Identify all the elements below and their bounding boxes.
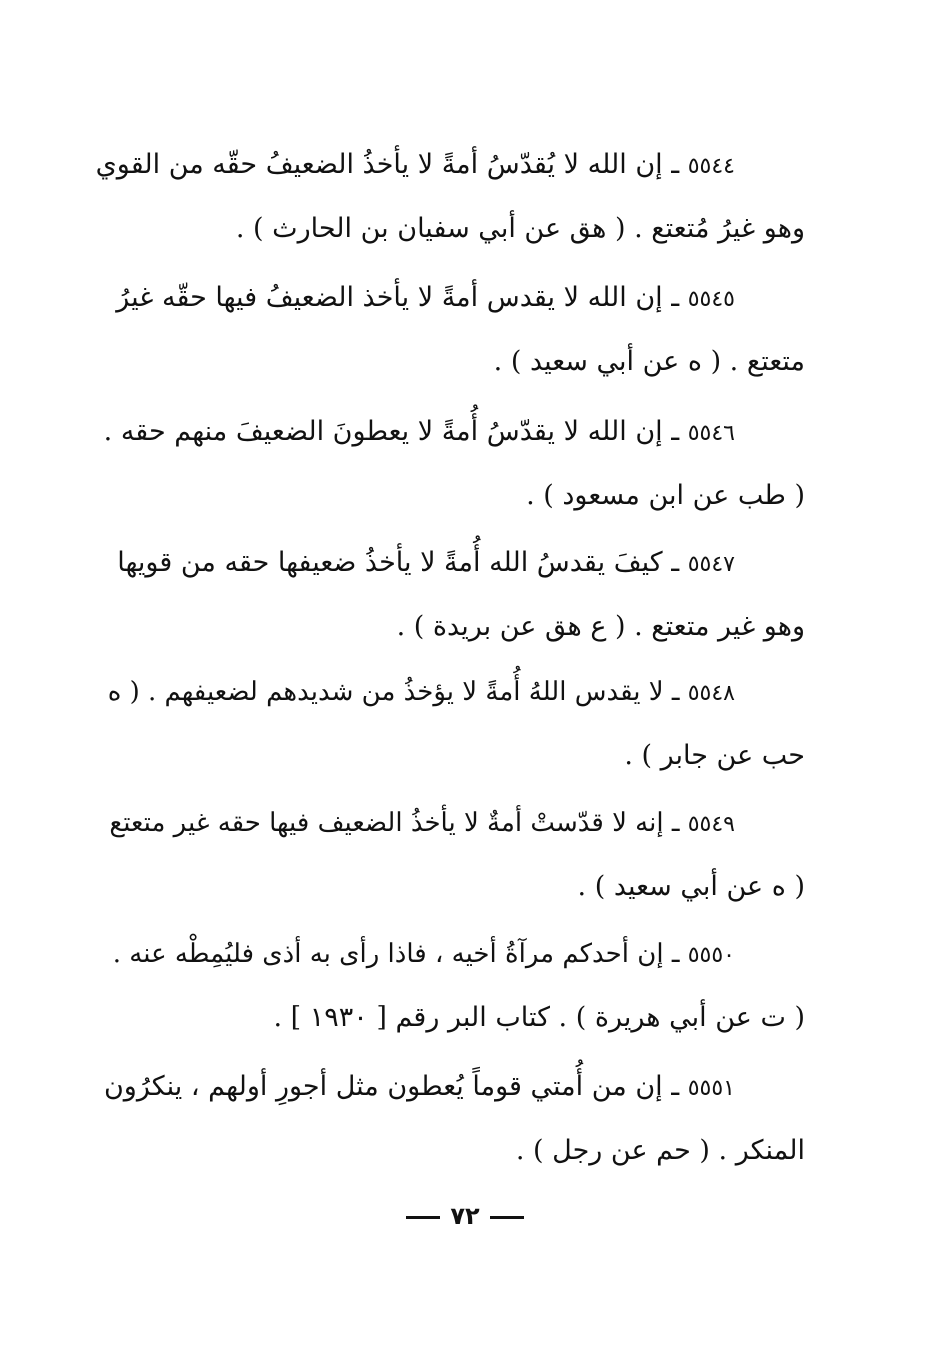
hadith-number: ٥٥٤٤ [687, 154, 735, 179]
hadith-first-line: ٥٥٤٦ ـ إن الله لا يقدّسُ أُمةً لا يعطونَ الضعيفَ منهم حقه . [103, 416, 735, 447]
hadith-first-line: ٥٥٤٩ ـ إنه لا قدّستْ أمةٌ لا يأخذُ الضعيف فيها حقه غير متعتع [109, 808, 735, 838]
hadith-text: إنه لا قدّستْ أمةٌ لا يأخذُ الضعيف فيها حقه غير متعتع [109, 808, 664, 838]
hadith-second-line: ( ت عن أبي هريرة ) . كتاب البر رقم [ ١٩٣٠ ] . [273, 1002, 805, 1033]
hadith-second-line: حب عن جابر ) . [624, 740, 805, 771]
hadith-number: ٥٥٤٧ [687, 552, 735, 577]
hadith-text: إن من أُمتي قوماً يُعطون مثل أجورِ أولهم ، ينكرُون [103, 1071, 663, 1102]
hadith-first-line: ٥٥٥١ ـ إن من أُمتي قوماً يُعطون مثل أجورِ أولهم ، ينكرُون [103, 1071, 735, 1102]
hadith-entry [95, 266, 805, 394]
hadith-second-line: المنكر . ( حم عن رجل ) . [515, 1135, 805, 1166]
hadith-number: ٥٥٤٦ [687, 421, 735, 446]
hadith-first-line: ٥٥٤٨ ـ لا يقدس اللهُ أُمةً لا يؤخذُ من شديدهم لضعيفهم . ( ه [107, 677, 735, 707]
hadith-number: ٥٥٥١ [687, 1076, 735, 1101]
hadith-entry [95, 1055, 805, 1183]
page-number-value: ٧٢ [450, 1202, 480, 1230]
page-number-dash [490, 1216, 524, 1219]
hadith-first-line: ٥٥٤٥ ـ إن الله لا يقدس أمةً لا يأخذ الضعيفُ فيها حقّه غيرُ [116, 282, 735, 313]
hadith-entry [95, 791, 805, 919]
hadith-first-line: ٥٥٤٧ ـ كيفَ يقدسُ الله أُمةً لا يأخذُ ضعيفها حقه من قويها [117, 547, 735, 578]
hadith-text: إن الله لا يقدس أمةً لا يأخذ الضعيفُ فيها حقّه غيرُ [116, 282, 663, 313]
hadith-second-line: وهو غيرُ مُتعتع . ( هق عن أبي سفيان بن الحارث ) . [235, 213, 805, 244]
hadith-second-line: ( طب عن ابن مسعود ) . [526, 480, 805, 511]
hadith-second-line: متعتع . ( ه عن أبي سعيد ) . [493, 346, 805, 377]
page-number [395, 1196, 535, 1236]
hadith-text: إن أحدكم مرآةُ أخيه ، فاذا رأى به أذى فليُمِطْه عنه . [112, 939, 664, 969]
page-number-dash [406, 1216, 440, 1219]
hadith-second-line: وهو غير متعتع . ( ع هق عن بريدة ) . [396, 611, 805, 642]
hadith-first-line: ٥٥٤٤ ـ إن الله لا يُقدّسُ أمةً لا يأخذُ الضعيفُ حقّه من القوي [95, 149, 735, 180]
hadith-text: لا يقدس اللهُ أُمةً لا يؤخذُ من شديدهم لضعيفهم . ( ه [107, 677, 664, 707]
hadith-entry [95, 660, 805, 788]
hadith-number: ٥٥٥٠ [687, 943, 735, 968]
hadith-number: ٥٥٤٩ [687, 812, 735, 837]
hadith-text: كيفَ يقدسُ الله أُمةً لا يأخذُ ضعيفها حقه من قويها [117, 547, 663, 578]
hadith-entry [95, 400, 805, 528]
hadith-first-line: ٥٥٥٠ ـ إن أحدكم مرآةُ أخيه ، فاذا رأى به أذى فليُمِطْه عنه . [112, 939, 735, 969]
hadith-entry [95, 133, 805, 261]
hadith-second-line: ( ه عن أبي سعيد ) . [577, 871, 805, 902]
hadith-text: إن الله لا يقدّسُ أُمةً لا يعطونَ الضعيفَ منهم حقه . [103, 416, 663, 447]
hadith-number: ٥٥٤٨ [687, 681, 735, 706]
hadith-entry [95, 922, 805, 1050]
hadith-text: إن الله لا يُقدّسُ أمةً لا يأخذُ الضعيفُ حقّه من القوي [95, 149, 663, 180]
hadith-number: ٥٥٤٥ [687, 287, 735, 312]
hadith-entry [95, 531, 805, 659]
